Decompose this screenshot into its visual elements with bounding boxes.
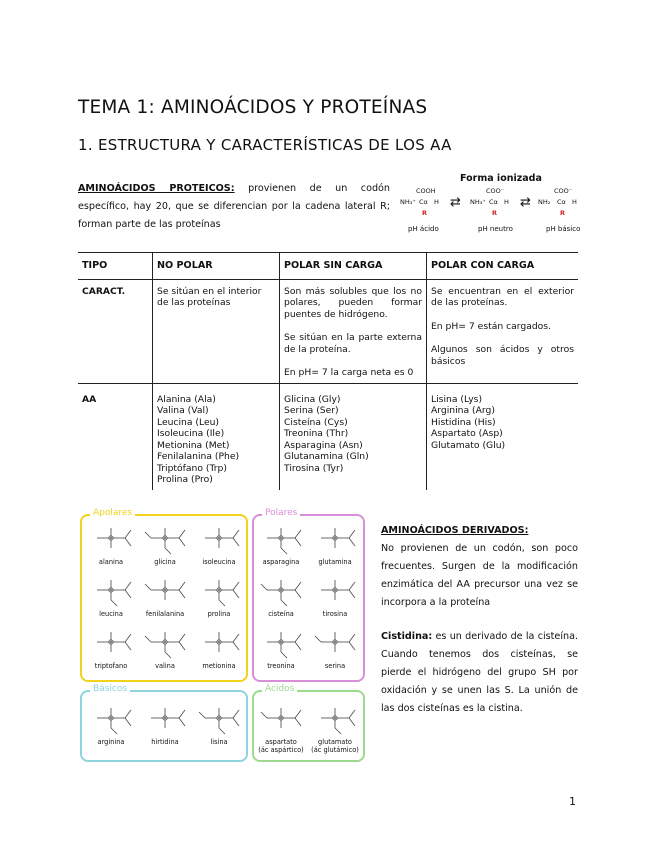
equilibrium-arrow-icon: ⇄ [520,195,531,210]
aa-polar-sin-carga-item: Glicina (Gly) [284,393,341,405]
polares-box [252,508,365,682]
caract-no-polar [153,279,280,383]
formula-r-group: R [560,209,566,217]
aa-polar-con-carga-item: Arginina (Arg) [431,405,495,416]
caract-polar-sin-carga-text: En pH= 7 la carga neta es 0 [284,367,414,378]
aa-polar-sin-carga [280,383,427,490]
aa-no-polar-item: Fenilalanina (Phe) [157,451,240,462]
molecule-structure-icon [141,624,189,660]
molecule-figure [257,624,305,660]
header-no-polar: NO POLAR [153,253,280,280]
ionized-form-title: Forma ionizada [460,173,542,184]
formula-amino-group: NH₃⁺ [400,198,416,206]
molecule-structure-icon [87,520,135,556]
ph-state-label: pH básico [546,225,581,233]
aa-polar-sin-carga-item: Treonina (Thr) [284,428,349,439]
molecule-structure-icon [141,520,189,556]
molecule-structure-icon [311,700,359,736]
aa-no-polar-item: Metionina (Met) [157,439,230,451]
molecule-figure [141,520,189,556]
cistidina-label: Cistidina: [381,631,433,642]
cistidina-text: es un derivado de la cisteína. Cuando tenemos dos cisteínas, se pierde el hidrógeno del grupo SH por oxidación y se unen las S. La unión de las dos cisteínas es la cistina. [381,631,578,714]
molecule-figure [257,520,305,556]
aa-no-polar-item: Valina (Val) [157,405,209,416]
acidos-label: Ácidos [262,684,297,694]
caract-polar-sin-carga-text: Son más solubles que los no polares, pueden formar puentes de hidrógeno. [284,285,422,320]
aa-polar-con-carga-item: Aspartato (Asp) [431,428,503,439]
molecule-structure-icon [87,700,135,736]
molecule-caption: leucina [99,610,123,618]
basicos-box [80,684,248,762]
intro-text: provienen de un codón específico, hay 20, que se diferencian por la cadena lateral R; forman parte de las proteínas [78,183,390,230]
molecule-caption: cisteína [268,610,294,618]
ph-state-label: pH neutro [478,225,513,233]
formula-amino-group: NH₂ [538,198,551,206]
molecule-structure-icon [311,624,359,660]
molecule-figure [311,520,359,556]
molecule-caption: metionina [202,662,236,670]
molecule-structure-icon [257,624,305,660]
ph-state-label: pH ácido [408,225,439,233]
header-polar-con-carga: POLAR CON CARGA [427,253,579,280]
molecule-structure-icon [311,572,359,608]
aa-no-polar-item: Leucina (Leu) [157,416,220,428]
molecule-figure [87,572,135,608]
apolares-box [80,508,248,682]
caract-polar-con-carga-text: Se encuentran en el exterior de las proteínas. [431,285,574,308]
caract-no-polar-text: Se sitúan en el interior de las proteínas [157,285,262,308]
molecule-figure [257,700,305,736]
formula-alpha-carbon: Cα [557,198,566,206]
aa-no-polar-item: Prolina (Pro) [157,474,213,485]
apolares-label: Apolares [90,508,135,518]
formula-hydrogen: H [572,198,577,206]
molecule-caption: glutamina [318,558,352,566]
molecule-caption: alanina [98,558,124,566]
molecule-figure [311,572,359,608]
aa-polar-sin-carga-item: Asparagina (Asn) [284,439,363,451]
table-row-caract [78,279,578,383]
table-header-row [78,253,578,280]
derived-heading: AMINOÁCIDOS DERIVADOS: [381,525,529,536]
derived-text: No provienen de un codón, son poco frecuentes. Surgen de la modificación enzimática del AA precursor una vez se incorpora a la proteína [381,543,578,608]
aa-no-polar-item: Isoleucina (Ile) [157,428,225,439]
cistidina-paragraph [381,628,578,718]
row-label-caract: CARACT. [78,279,153,383]
molecule-structure-icon [195,520,243,556]
molecule-figure [195,624,243,660]
amino-acid-table [78,252,578,490]
ionized-formula [470,187,516,237]
molecule-figure [257,572,305,608]
molecule-figure [87,520,135,556]
aa-polar-sin-carga-item: Serina (Ser) [284,405,339,416]
molecule-figure [141,624,189,660]
caract-polar-sin-carga-text: Se sitúan en la parte externa de la proteína. [284,332,422,355]
page-title: TEMA 1: AMINOÁCIDOS Y PROTEÍNAS [78,97,428,118]
molecule-caption: valina [155,662,175,670]
molecule-structure-icon [141,572,189,608]
formula-r-group: R [492,209,498,217]
formula-amino-group: NH₃⁺ [470,198,486,206]
molecule-structure-icon [141,700,189,736]
ionized-form-figure [398,173,583,239]
molecule-figure [141,700,189,736]
caract-polar-sin-carga-text [284,286,422,379]
equilibrium-arrow-icon: ⇄ [450,195,461,210]
molecule-caption: asparagina [262,558,300,566]
aa-no-polar-item: Alanina (Ala) [157,393,216,405]
basicos-label: Básicos [90,684,130,694]
aa-polar-sin-carga-item: Tirosina (Tyr) [284,462,344,474]
formula-top-group: COO⁻ [486,187,505,195]
aa-polar-con-carga [427,383,579,490]
caract-polar-con-carga-text [431,286,574,368]
molecule-caption: glutamato (ác glutámico) [311,738,359,754]
acidos-box [252,684,365,762]
header-tipo: TIPO [78,253,153,280]
molecule-structure-icon [257,700,305,736]
aa-polar-sin-carga-item: Glutanamina (Gln) [284,451,369,462]
molecule-figure [311,700,359,736]
molecule-structure-icon [87,572,135,608]
header-polar-sin-carga: POLAR SIN CARGA [280,253,427,280]
molecule-figure [195,572,243,608]
formula-r-group: R [422,209,428,217]
formula-top-group: COO⁻ [554,187,573,195]
derived-amino-acids-section [381,522,578,718]
molecule-caption: glicina [154,558,176,566]
table-row-aa [78,383,578,490]
molecule-structure-icon [257,520,305,556]
aa-polar-con-carga-item: Glutamato (Glu) [431,439,506,451]
formula-top-group: COOH [416,187,436,195]
molecule-figure [195,520,243,556]
aa-polar-con-carga-item: Histidina (His) [431,416,496,428]
molecule-caption: lisina [210,738,228,746]
caract-polar-sin-carga [280,279,427,383]
formula-alpha-carbon: Cα [419,198,428,206]
row-label-aa: AA [82,393,97,405]
ionized-formula [538,187,584,237]
aa-polar-con-carga-item [431,394,574,452]
molecule-caption: aspartato (ác aspártico) [258,738,304,754]
molecule-caption: arginina [97,738,125,746]
molecule-caption: treonina [267,662,295,670]
molecule-caption: triptofano [94,662,128,670]
molecule-structure-icon [195,624,243,660]
page-number: 1 [569,795,576,808]
molecule-structure-icon [195,700,243,736]
aa-polar-sin-carga-item: Cisteína (Cys) [284,416,348,428]
aa-no-polar-item: Triptófano (Trp) [157,462,227,474]
formula-hydrogen: H [504,198,509,206]
molecule-figure [87,700,135,736]
formula-alpha-carbon: Cα [489,198,498,206]
caract-no-polar-text [157,286,275,309]
intro-heading: AMINOÁCIDOS PROTEICOS: [78,183,235,194]
section-heading: 1. ESTRUCTURA Y CARACTERÍSTICAS DE LOS AA [78,136,452,154]
caract-polar-con-carga-text: En pH= 7 están cargados. [431,320,552,332]
ionized-formula [400,187,446,237]
caract-polar-con-carga [427,279,579,383]
caract-polar-con-carga-text: Algunos son ácidos y otros básicos [431,344,574,367]
molecule-structure-icon [195,572,243,608]
molecule-structure-icon [87,624,135,660]
molecule-structure-icon [257,572,305,608]
polares-label: Polares [262,508,300,518]
aa-no-polar [153,383,280,490]
molecule-caption: hirtidina [151,738,179,746]
formula-hydrogen: H [434,198,439,206]
molecule-figure [141,572,189,608]
molecule-caption: prolina [207,610,231,618]
molecule-caption: serina [324,662,346,670]
molecule-caption: isoleucina [202,558,236,566]
aa-no-polar-item [157,394,275,486]
molecule-figure [195,700,243,736]
aa-polar-con-carga-item: Lisina (Lys) [431,393,483,405]
molecule-caption: fenilalanina [145,610,185,618]
intro-paragraph [78,180,390,234]
molecule-caption: tirosina [322,610,348,618]
molecule-structure-icon [311,520,359,556]
aa-polar-sin-carga-item [284,394,422,475]
molecule-figure [311,624,359,660]
molecule-figure [87,624,135,660]
